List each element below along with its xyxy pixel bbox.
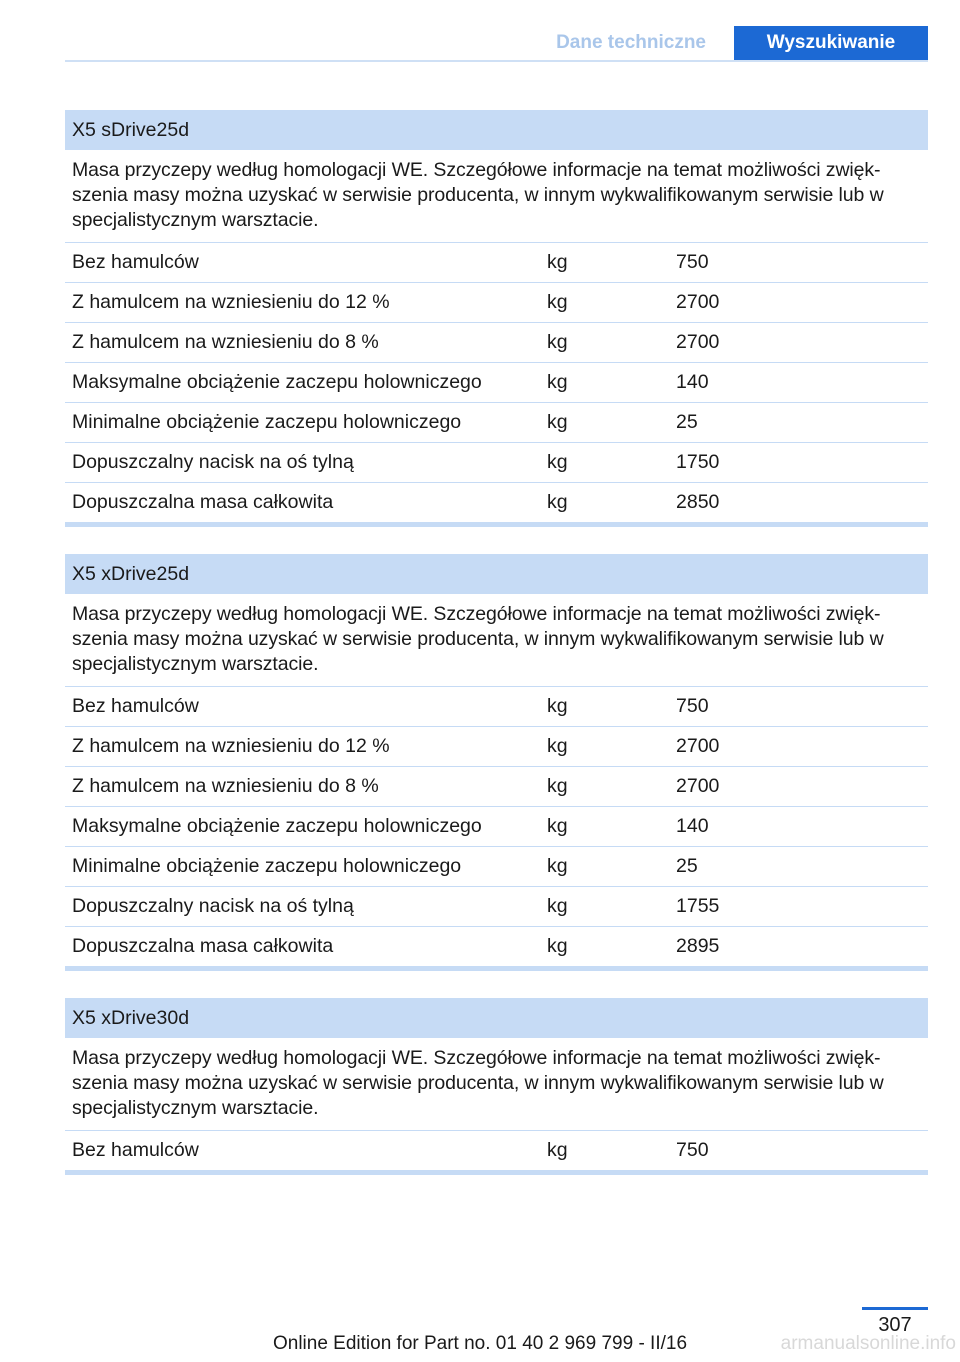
row-label: Dopuszczalna masa całkowita (72, 491, 334, 513)
row-unit: kg (547, 815, 568, 837)
row-label: Dopuszczalny nacisk na oś tylną (72, 895, 354, 917)
row-unit: kg (547, 291, 568, 313)
row-value: 750 (676, 251, 709, 273)
row-value: 2700 (676, 775, 720, 797)
row-label: Z hamulcem na wzniesieniu do 8 % (72, 331, 379, 353)
section-title: X5 xDrive30d (65, 998, 928, 1038)
row-unit: kg (547, 251, 568, 273)
section-title: X5 xDrive25d (65, 554, 928, 594)
header-divider (65, 60, 928, 62)
row-unit: kg (547, 1139, 568, 1161)
row-label: Bez hamulców (72, 251, 199, 273)
row-label: Dopuszczalna masa całkowita (72, 935, 334, 957)
row-value: 140 (676, 371, 709, 393)
row-value: 2700 (676, 735, 720, 757)
table-row (65, 847, 928, 887)
section-description: Masa przyczepy według homologacji WE. Szczegółowe informacje na temat możliwości zwięk-szenia masy można uzyskać w serwisie producenta, w innym wykwalifikowanym serwisie lub w specjalistycznym warsztacie. (65, 150, 928, 243)
table-row (65, 403, 928, 443)
row-value: 140 (676, 815, 709, 837)
row-value: 2700 (676, 331, 720, 353)
table-row (65, 243, 928, 283)
row-unit: kg (547, 695, 568, 717)
row-unit: kg (547, 855, 568, 877)
footer-edition: Online Edition for Part no. 01 40 2 969 799 - II/16 (272, 1333, 688, 1354)
table-row (65, 1131, 928, 1175)
table-row (65, 283, 928, 323)
row-unit: kg (547, 735, 568, 757)
row-label: Bez hamulców (72, 695, 199, 717)
table-row (65, 927, 928, 971)
row-unit: kg (547, 895, 568, 917)
section-description: Masa przyczepy według homologacji WE. Szczegółowe informacje na temat możliwości zwięk-szenia masy można uzyskać w serwisie producenta, w innym wykwalifikowanym serwisie lub w specjalistycznym warsztacie. (65, 1038, 928, 1131)
row-label: Dopuszczalny nacisk na oś tylną (72, 451, 354, 473)
row-label: Z hamulcem na wzniesieniu do 12 % (72, 291, 390, 313)
row-value: 25 (676, 855, 698, 877)
page-number-bar (862, 1307, 928, 1310)
table-row (65, 887, 928, 927)
row-value: 750 (676, 1139, 709, 1161)
tab-dane-techniczne[interactable]: Dane techniczne (556, 32, 706, 53)
page-number: 307 (878, 1314, 912, 1336)
row-label: Z hamulcem na wzniesieniu do 12 % (72, 735, 390, 757)
row-unit: kg (547, 371, 568, 393)
row-label: Maksymalne obciążenie zaczepu holowniczego (72, 371, 482, 393)
row-value: 2850 (676, 491, 720, 513)
row-label: Minimalne obciążenie zaczepu holowniczego (72, 411, 462, 433)
table-row (65, 767, 928, 807)
row-value: 1755 (676, 895, 720, 917)
row-value: 2895 (676, 935, 720, 957)
row-value: 2700 (676, 291, 720, 313)
table-row (65, 727, 928, 767)
page-header (65, 26, 960, 62)
row-unit: kg (547, 491, 568, 513)
row-value: 1750 (676, 451, 720, 473)
section-title: X5 sDrive25d (65, 110, 928, 150)
row-label: Maksymalne obciążenie zaczepu holowniczego (72, 815, 482, 837)
row-value: 25 (676, 411, 698, 433)
watermark: armanualsonline.info (780, 1333, 956, 1354)
row-unit: kg (547, 775, 568, 797)
row-label: Minimalne obciążenie zaczepu holowniczego (72, 855, 462, 877)
spec-section-sdrive25d (65, 110, 928, 527)
tab-wyszukiwanie[interactable]: Wyszukiwanie (734, 26, 928, 62)
row-label: Z hamulcem na wzniesieniu do 8 % (72, 775, 379, 797)
row-label: Bez hamulców (72, 1139, 199, 1161)
table-row (65, 323, 928, 363)
row-unit: kg (547, 331, 568, 353)
spec-section-xdrive25d (65, 554, 928, 971)
table-row (65, 807, 928, 847)
table-row (65, 687, 928, 727)
row-unit: kg (547, 451, 568, 473)
spec-section-xdrive30d (65, 998, 928, 1175)
table-row (65, 483, 928, 527)
row-value: 750 (676, 695, 709, 717)
row-unit: kg (547, 935, 568, 957)
table-row (65, 443, 928, 483)
row-unit: kg (547, 411, 568, 433)
section-description: Masa przyczepy według homologacji WE. Szczegółowe informacje na temat możliwości zwięk-szenia masy można uzyskać w serwisie producenta, w innym wykwalifikowanym serwisie lub w specjalistycznym warsztacie. (65, 594, 928, 687)
table-row (65, 363, 928, 403)
